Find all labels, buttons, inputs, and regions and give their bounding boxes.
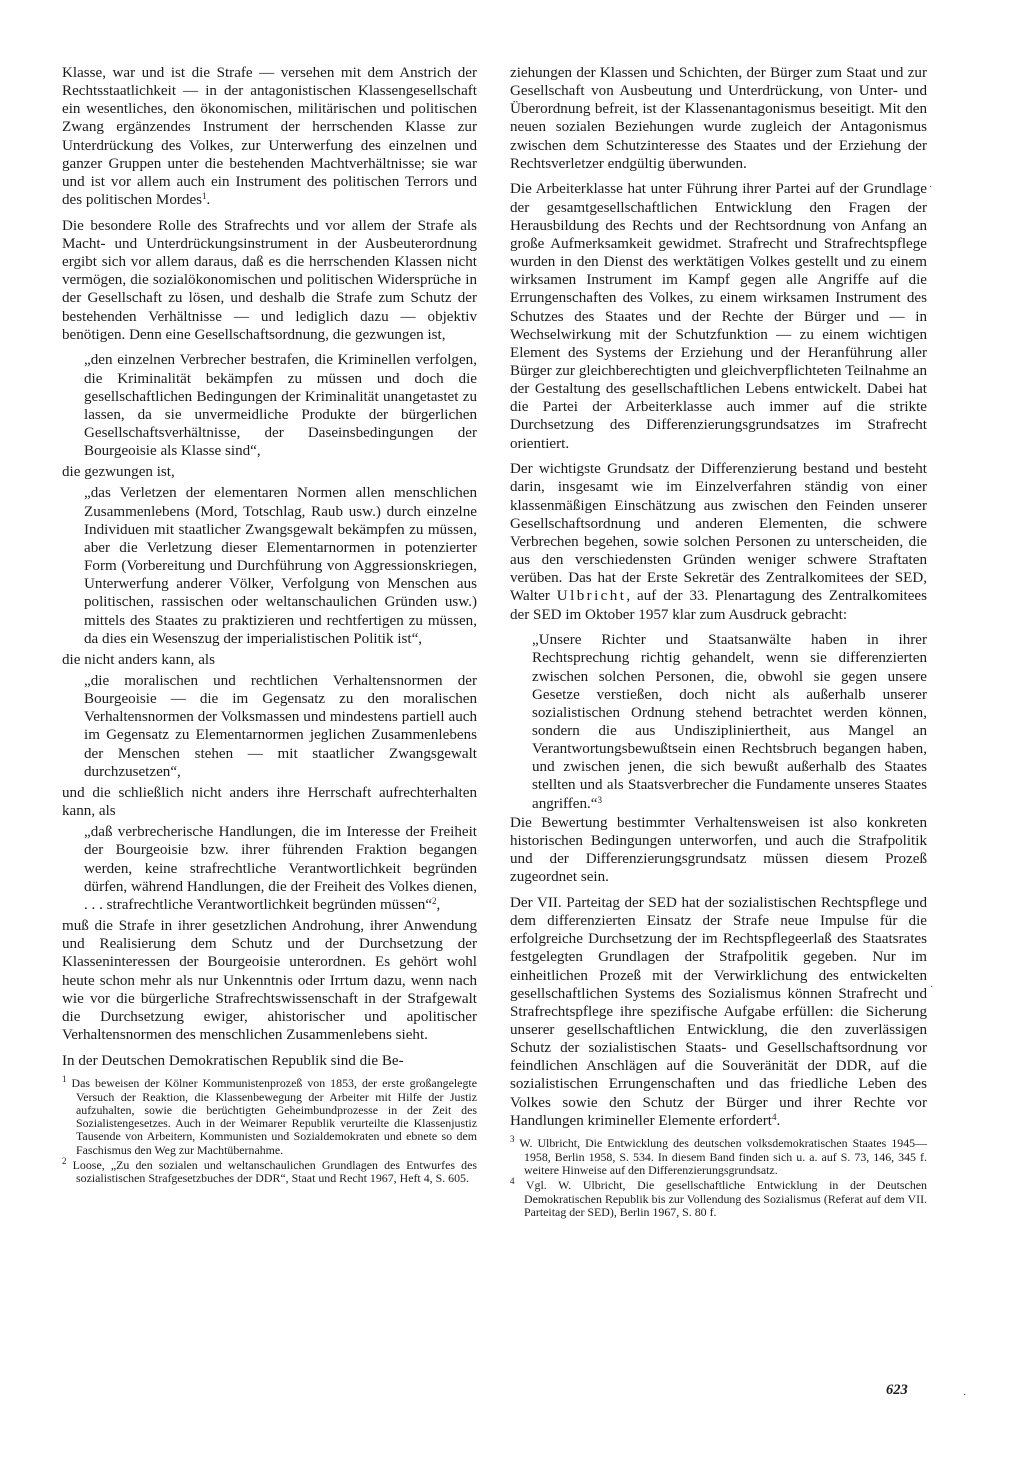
print-speck: · xyxy=(963,1390,967,1401)
footnote: $^2$ Loose, „Zu den sozialen und weltanschaulichen Grundlagen des Entwurfes des sozialistischen Strafgesetzbuches der DDR“, Staat und Recht 1967, Heft 4, S. 605. xyxy=(62,1156,477,1186)
footnote-ref[interactable]: 2 xyxy=(432,895,437,906)
footnote: $^4$ Vgl. W. Ulbricht, Die gesellschaftliche Entwicklung in der Deutschen Demokratischen Republik bis zur Vollendung des Sozialismus (Referat auf dem VII. Parteitag der SED), Berlin 1967, S. 80 f. xyxy=(510,1176,927,1219)
quote-block: „den einzelnen Verbrecher bestrafen, die Kriminellen verfolgen, die Kriminalität bekämpfen zu müssen und doch die gesellschaftlichen Bedingungen der Kriminalität unangetastet zu lassen, da sie unvermeidliche Produkte der bürgerlichen Gesellschaftsverhältnisse, der Daseinsbedingungen der Bourgeoisie als Klasse sind“, xyxy=(84,352,477,460)
paragraph: und die schließlich nicht anders ihre Herrschaft aufrechterhalten kann, als xyxy=(62,784,477,820)
emphasized-name: Ulbricht xyxy=(556,588,627,605)
print-speck: · xyxy=(929,182,933,193)
footnote-ref[interactable]: 1 xyxy=(202,191,207,202)
quote-block: „das Verletzen der elementaren Normen allen menschlichen Zusammenlebens (Mord, Totschlag, Raub usw.) durch einzelne Individuen mit staatlicher Zwangsgewalt bekämpfen zu müssen, aber die Verletzung dieser Elementarnormen in potenzierter Form (Vorbereitung und Durchführung von Aggressionskriegen, Unterwerfung anderer Völker, Verfolgung von Menschen aus politischen, rassischen oder weltanschaulichen Gründen usw.) mittels des Staates zu praktizieren und rechtfertigen zu müssen, da dies ein Wesenszug der imperialistischen Politik ist“, xyxy=(84,485,477,647)
footnote: $^3$ W. Ulbricht, Die Entwicklung des deutschen volksdemokratischen Staates 1945—1958, Berlin 1958, S. 534. In diesem Band finden sich u. a. auf S. 73, 146, 345 f. weitere Hinweise auf den Differenzierungsgrundsatz. xyxy=(510,1134,927,1177)
paragraph: Klasse, war und ist die Strafe — versehen mit dem Anstrich der Rechtsstaatlichkeit — in der antagonistischen Klassengesellschaft ein wesentliches, den ökonomischen, militärischen und politischen Zwang ergänzendes Instrument der herrschenden Klasse zur Unterdrückung des Volkes, zur Unterwerfung des einzelnen und ganzer Gruppen unter die bestehenden Machtverhältnisse; sie war und ist vor allem auch ein Instrument des politischen Terrors und des politischen Mordes$^1$. xyxy=(62,65,477,209)
paragraph: Die Arbeiterklasse hat unter Führung ihrer Partei auf der Grundlage der gesamtgesellschaftlichen Entwicklung den Fragen der Herausbildung des Rechts und der Rechtsordnung von Anfang an große Aufmerksamkeit gewidmet. Strafrecht und Strafrechtspflege wurden in den Dienst des werktätigen Volkes gestellt und zu einem wirksamen Instrument im Kampf gegen alle Angriffe auf die Errungenschaften des Volkes, zu einem wirksamen Instrument des Schutzes des Staates und der Rechte der Bürger und — in Wechselwirkung mit der Schutzfunktion — zu einem wichtigen Element des Systems der Erziehung und der Heranführung aller Bürger zur gleichberechtigten und gleichverpflichteten Teilnahme an der Gestaltung des gesellschaftlichen Lebens entwickelt. Dabei hat die Partei der Arbeiterklasse auch immer auf die strikte Durchsetzung des Differenzierungsgrundsatzes im Strafrecht orientiert. xyxy=(510,181,927,452)
paragraph: Der wichtigste Grundsatz der Differenzierung bestand und besteht darin, insgesamt wie im Einzelverfahren ständig von einer klassenmäßigen Einschätzung aus zwischen den Feinden unserer Gesellschaftsordnung und anderen Elementen, die schwere Verbrechen begehen, sowie solchen Personen zu unterscheiden, die aus den verschiedensten Gründen weniger schwere Straftaten verüben. Das hat der Erste Sekretär des Zentralkomitees der SED, Walter Ulbricht, auf der 33. Plenartagung des Zentralkomitees der SED im Oktober 1957 klar zum Ausdruck gebracht: xyxy=(510,461,927,623)
page-number: 623 xyxy=(886,1382,908,1398)
paragraph: die gezwungen ist, xyxy=(62,464,175,481)
footnote-ref[interactable]: 3 xyxy=(597,794,603,805)
print-speck: · xyxy=(930,982,934,993)
paragraph: Der VII. Parteitag der SED hat der sozialistischen Rechtspflege und dem differenzierten Einsatz der Strafe neue Impulse für die erfolgreiche Durchsetzung der im Rechtspflegeerlaß des Staatsrates festgelegten Grundlagen der Strafpolitik gegeben. Nur im einheitlichen Prozeß mit der Verwirklichung des entwickelten gesellschaftlichen Systems des Sozialismus können Strafrecht und Strafrechtspflege ihre spezifische Aufgabe erfüllen: die Sicherung unserer gesellschaftlichen Entwicklung, die den zuverlässigen Schutz der sozialistischen Staats- und Gesellschaftsordnung vor feindlichen Anschlägen auf die Souveränität der DDR, auf die sozialistischen Errungenschaften und das friedliche Leben des Volkes sowie den Schutz der Bürger und ihrer Rechte vor Handlungen krimineller Elemente erfordert$^4$. xyxy=(510,894,927,1129)
left-column xyxy=(62,64,477,1188)
paragraph: ziehungen der Klassen und Schichten, der Bürger zum Staat und zur Gesellschaft von Ausbeutung und Unterdrückung, von Unter- und Überordnung befreit, ist der Klassenantagonismus beseitigt. Mit den neuen sozialen Beziehungen wurde zugleich der Antagonismus zwischen dem Schutzinteresse des Staates und der Erziehung der Rechtsverletzer endgültig überwunden. xyxy=(510,65,927,172)
paragraph: muß die Strafe in ihrer gesetzlichen Androhung, ihrer Anwendung und Realisierung dem Schutz und der Durchsetzung der Klasseninteressen der Bourgeoisie unterordnen. Es gehört wohl heute schon mehr als nur Unkenntnis oder Irrtum dazu, wenn nach wie vor die bürgerliche Strafrechtswissenschaft in der Strafgewalt die Durchsetzung ewiger, ahistorischer und apolitischer Verhaltensnormen des menschlichen Zusammenlebens sieht. xyxy=(62,918,477,1043)
quote-block: „Unsere Richter und Staatsanwälte haben in ihrer Rechtsprechung richtig gehandelt, wenn sie differenzierten zwischen solchen Personen, die, obwohl sie gegen unsere Gesetze verstießen, doch nicht als außerhalb unserer sozialistischen Ordnung stehend betrachtet werden können, sondern die aus Undiszipliniertheit, aus Mangel an Verantwortungsbewußtsein einen Rechtsbruch begangen haben, und zwischen jenen, die sich bewußt außerhalb des Staates stellten und als Staatsverbrecher die Fundamente unseres Staates angriffen.“$^3$ xyxy=(532,632,927,812)
quote-block: „die moralischen und rechtlichen Verhaltensnormen der Bourgeoisie — die im Gegensatz zu den moralischen Verhaltensnormen der Volksmassen und mindestens partiell auch im Gegensatz zu Elementarnormen jeglichen Zusammenlebens der Menschen stehen — mit staatlicher Zwangsgewalt durchzusetzen“, xyxy=(84,673,477,780)
paragraph: In der Deutschen Demokratischen Republik sind die Be- xyxy=(62,1052,404,1069)
footnote-ref[interactable]: 4 xyxy=(771,1111,777,1122)
paragraph: die nicht anders kann, als xyxy=(62,651,215,668)
paragraph: Die Bewertung bestimmter Verhaltensweisen ist also konkreten historischen Bedingungen unterworfen, und auch die Strafpolitik und der Differenzierungsgrundsatz müssen diesem Prozeß zugeordnet sein. xyxy=(510,814,927,886)
right-column xyxy=(510,64,927,1221)
footnote: $^1$ Das beweisen der Kölner Kommunistenprozeß von 1853, der erste großangelegte Versuch der Reaktion, die Klassenbewegung der Arbeiter mit Hilfe der Justiz aufzuhalten, sowie die berüchtigten Geheimbundprozesse in der Zeit des Sozialistengesetzes. Auch in der Weimarer Republik verurteilte die Klassenjustiz Tausende von Arbeitern, Kommunisten und Sozialdemokraten und ebnete so dem Faschismus den Weg zur Machtübernahme. xyxy=(62,1074,477,1157)
quote-block: „daß verbrecherische Handlungen, die im Interesse der Freiheit der Bourgeoisie bzw. ihrer führenden Fraktion begangen werden, keine strafrechtliche Verantwortlichkeit begründen dürfen, während Handlungen, die der Freiheit des Volkes dienen, . . . strafrechtliche Verantwortlichkeit begründen müssen“$^2$, xyxy=(84,824,477,913)
paragraph: Die besondere Rolle des Strafrechts und vor allem der Strafe als Macht- und Unterdrückungsinstrument in der Ausbeuterordnung ergibt sich vor allem daraus, daß es die herrschenden Klassen nicht vermögen, die sozialökonomischen und politischen Widersprüche in der Gesellschaft zu lösen, und deshalb die Strafe zum Schutz der bestehenden Verhältnisse — und lediglich dazu — objektiv benötigen. Denn eine Gesellschaftsordnung, die gezwungen ist, xyxy=(62,217,477,343)
